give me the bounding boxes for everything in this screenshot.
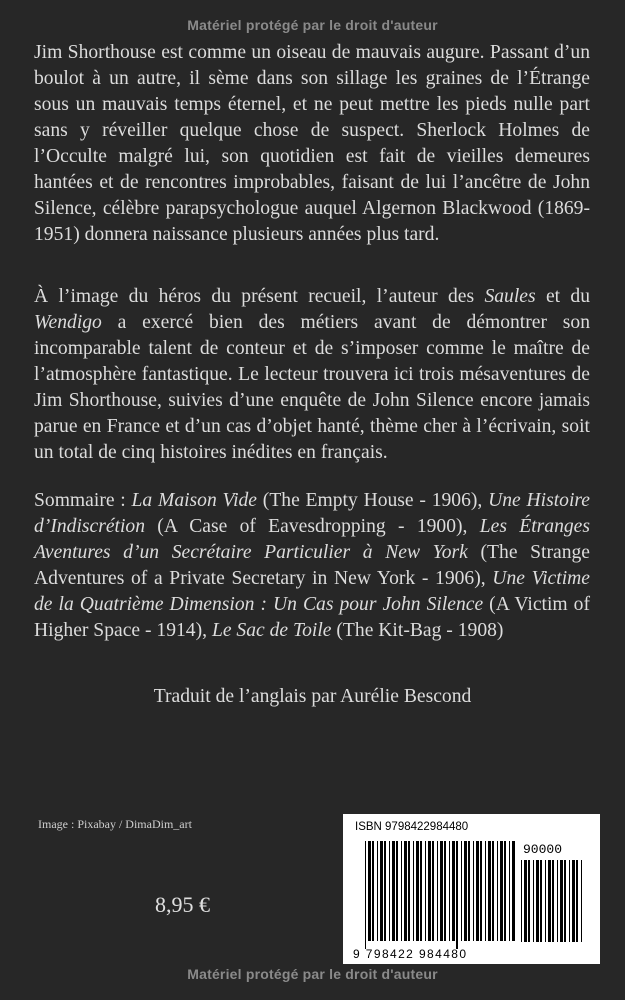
- barcode-bar: [384, 841, 386, 941]
- copyright-watermark-top: Matériel protégé par le droit d'auteur: [187, 17, 438, 33]
- barcode-bar: [581, 860, 582, 942]
- barcode-bar: [461, 841, 462, 941]
- barcode-bar: [569, 860, 570, 942]
- paragraph-2-text: À l’image du héros du présent recueil, l’auteur des: [34, 286, 485, 307]
- barcode-bar: [380, 841, 383, 941]
- barcode-bar: [504, 841, 506, 941]
- barcode-bar: [524, 860, 527, 942]
- paragraph-2-text: et du: [535, 286, 591, 307]
- barcode-bar: [485, 841, 486, 941]
- barcode-bar: [572, 860, 575, 942]
- isbn-label: ISBN 9798422984480: [355, 821, 469, 833]
- barcode-bar: [368, 841, 371, 941]
- barcode-bar: [452, 841, 455, 941]
- barcode-bar: [444, 841, 446, 941]
- barcode-bars: [365, 841, 515, 949]
- barcode-bar: [476, 841, 479, 941]
- barcode-bar: [468, 841, 470, 941]
- barcode-bar: [437, 841, 438, 941]
- barcode-bar: [548, 860, 551, 942]
- copyright-watermark-bottom: Matériel protégé par le droit d'auteur: [187, 966, 438, 982]
- image-credit: Image : Pixabay / DimaDim_art: [38, 817, 192, 831]
- story-original-title: (The Strange Adventures of a Private Secretary in New York - 1906),: [34, 542, 590, 589]
- barcode-bar: [557, 860, 558, 942]
- barcode-bar: [488, 841, 491, 941]
- book-title-wendigo: Wendigo: [34, 312, 102, 333]
- story-title: Les Étranges Aventures d’un Secrétaire Particulier à New York: [34, 516, 590, 563]
- story-title: La Maison Vide: [131, 490, 258, 511]
- description-paragraph-2: [34, 284, 590, 466]
- price: 8,95 €: [155, 892, 210, 917]
- barcode-bar: [509, 841, 510, 941]
- barcode-bar: [473, 841, 474, 941]
- barcode-bar: [372, 841, 374, 941]
- story-title: Une Histoire d’Indiscrétion: [34, 490, 591, 537]
- barcode-bar: [533, 860, 534, 942]
- barcode-bar: [449, 841, 450, 941]
- barcode-bar: [540, 860, 542, 942]
- barcode-bar: [420, 841, 422, 941]
- translator-credit: Traduit de l’anglais par Aurélie Bescond: [153, 686, 472, 707]
- barcode-bar: [392, 841, 395, 941]
- barcode-bar: [480, 841, 482, 941]
- barcode-bar: [432, 841, 434, 941]
- barcode-bar: [428, 841, 431, 941]
- story-title: Une Victime de la Quatrième Dimension : Un Cas pour John Silence: [34, 568, 590, 615]
- paragraph-2-text: a exercé bien des métiers avant de démontrer son incomparable talent de conteur et de s’imposer comme le maître de l’atmosphère fantastique. Le lecteur trouvera ici trois mésaventures de Jim Shorthouse, suivies d’une enquête de John Silence encore jamais parue en France et d’un cas d’objet hanté, thème cher à l’écrivain, soit un total de cinq histoires inédites en français.: [34, 312, 590, 463]
- description-paragraph-1: Jim Shorthouse est comme un oiseau de mauvais augure. Passant d’un boulot à un autre, il sème dans son sillage les graines de l’Étrange sous un mauvais temps éternel, et ne peut mettre les pieds nulle part sans y réveiller quelque chose de suspect. Sherlock Holmes de l’Occulte malgré lui, son quotidien est fait de vieilles demeures hantées et de rencontres improbables, faisant de lui l’ancêtre de John Silence, célèbre parapsychologue auquel Algernon Blackwood (1869-1951) donnera naissance plusieurs années plus tard.: [34, 42, 590, 245]
- barcode-bar: [560, 860, 563, 942]
- barcode-bar: [456, 841, 458, 949]
- table-of-contents: [34, 488, 590, 644]
- barcode-bar: [440, 841, 443, 941]
- barcode-bar: [464, 841, 467, 941]
- barcode-bar: [365, 841, 366, 949]
- barcode-addon-bars: [521, 860, 585, 950]
- story-original-title: (A Victim of Higher Space - 1914),: [34, 594, 590, 641]
- isbn-barcode: [343, 814, 600, 964]
- barcode-bar: [425, 841, 426, 941]
- barcode-bar: [389, 841, 390, 941]
- story-original-title: (The Kit-Bag - 1908): [331, 620, 504, 641]
- barcode-bar: [413, 841, 414, 941]
- book-title-saules: Saules: [484, 286, 536, 307]
- barcode-bar: [401, 841, 402, 941]
- barcode-bar: [500, 841, 503, 941]
- barcode-bar: [536, 860, 539, 942]
- story-title: Le Sac de Toile: [211, 620, 332, 641]
- barcode-bar: [576, 860, 578, 942]
- barcode-bar: [512, 841, 515, 941]
- barcode-bar: [408, 841, 410, 941]
- barcode-bar: [416, 841, 419, 941]
- barcode-bar: [492, 841, 494, 941]
- barcode-bar: [404, 841, 407, 941]
- barcode-bar: [564, 860, 566, 942]
- barcode-bar: [377, 841, 378, 941]
- barcode-bar: [528, 860, 530, 942]
- barcode-addon-code: 90000: [523, 842, 563, 857]
- barcode-bar: [545, 860, 546, 942]
- story-original-title: (A Case of Eavesdropping - 1900),: [145, 516, 480, 537]
- story-original-title: (The Empty House - 1906),: [257, 490, 489, 511]
- barcode-digits: 9 798422 984480: [353, 947, 468, 961]
- barcode-bar: [396, 841, 398, 941]
- barcode-bar: [521, 860, 522, 942]
- summary-label: Sommaire :: [34, 490, 132, 511]
- barcode-bar: [497, 841, 498, 941]
- barcode-bar: [552, 860, 554, 942]
